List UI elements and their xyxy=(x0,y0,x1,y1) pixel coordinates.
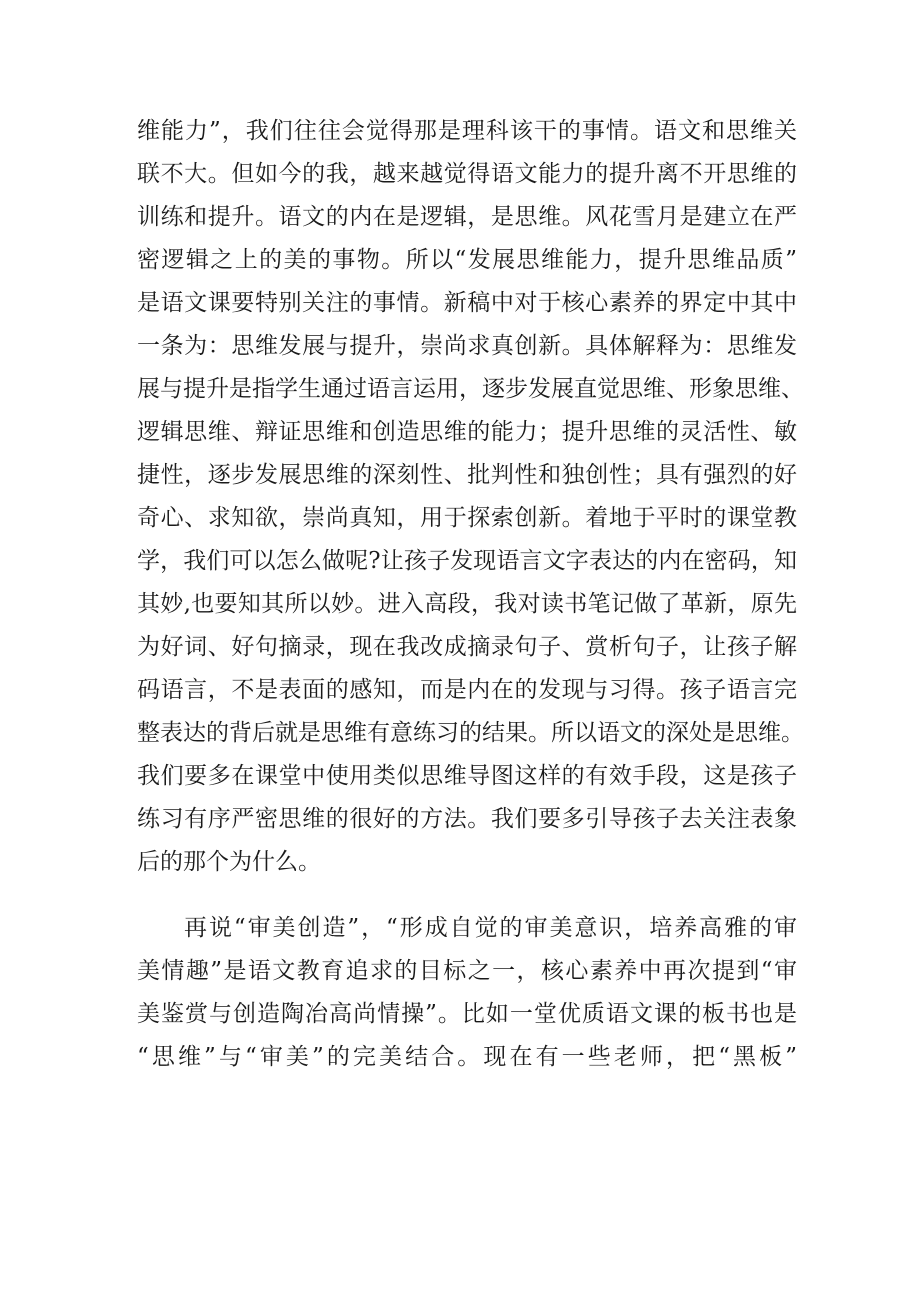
paragraph-1-line-3: 训练和提升。语文的内在是逻辑，是思维。风花雪月是建立在严 xyxy=(137,204,797,230)
paragraph-1-line-6: 一条为：思维发展与提升，崇尚求真创新。具体解释为：思维发 xyxy=(137,333,797,359)
paragraph-2-line-1: 再说“审美创造”，“形成自觉的审美意识，培养高雅的审 xyxy=(184,915,797,941)
paragraph-1-line-1: 维能力”，我们往往会觉得那是理科该干的事情。语文和思维关 xyxy=(137,118,797,144)
paragraph-1-line-18: 后的那个为什么。 xyxy=(137,849,321,875)
paragraph-1-line-2: 联不大。但如今的我，越来越觉得语文能力的提升离不开思维的 xyxy=(137,161,797,187)
paragraph-1-line-14: 码语言，不是表面的感知，而是内在的发现与习得。孩子语言完 xyxy=(137,677,797,703)
paragraph-1-line-4: 密逻辑之上的美的事物。所以“发展思维能力，提升思维品质” xyxy=(137,247,797,273)
paragraph-2-line-4: “思维”与“审美”的完美结合。现在有一些老师，把“黑板” xyxy=(137,1044,797,1070)
paragraph-2-line-3: 美鉴赏与创造陶冶高尚情操”。比如一堂优质语文课的板书也是 xyxy=(137,1001,797,1027)
paragraph-1-line-8: 逻辑思维、辩证思维和创造思维的能力；提升思维的灵活性、敏 xyxy=(137,419,797,445)
paragraph-1-line-16: 我们要多在课堂中使用类似思维导图这样的有效手段，这是孩子 xyxy=(137,763,797,789)
paragraph-1-line-17: 练习有序严密思维的很好的方法。我们要多引导孩子去关注表象 xyxy=(137,806,797,832)
paragraph-1-line-15: 整表达的背后就是思维有意练习的结果。所以语文的深处是思维。 xyxy=(137,720,804,746)
paragraph-1-line-7: 展与提升是指学生通过语言运用，逐步发展直觉思维、形象思维、 xyxy=(137,376,804,402)
paragraph-2-line-2: 美情趣”是语文教育追求的目标之一，核心素养中再次提到“审 xyxy=(137,958,797,984)
paragraph-1-line-13: 为好词、好句摘录，现在我改成摘录句子、赏析句子，让孩子解 xyxy=(137,634,797,660)
paragraph-1-line-12: 其妙,也要知其所以妙。进入高段，我对读书笔记做了革新，原先 xyxy=(137,591,797,617)
paragraph-1-line-5: 是语文课要特别关注的事情。新稿中对于核心素养的界定中其中 xyxy=(137,290,797,316)
paragraph-1-line-10: 奇心、求知欲，崇尚真知，用于探索创新。着地于平时的课堂教 xyxy=(137,505,797,531)
paragraph-1-line-11: 学，我们可以怎么做呢?让孩子发现语言文字表达的内在密码，知 xyxy=(137,548,797,574)
paragraph-1-line-9: 捷性，逐步发展思维的深刻性、批判性和独创性；具有强烈的好 xyxy=(137,462,797,488)
